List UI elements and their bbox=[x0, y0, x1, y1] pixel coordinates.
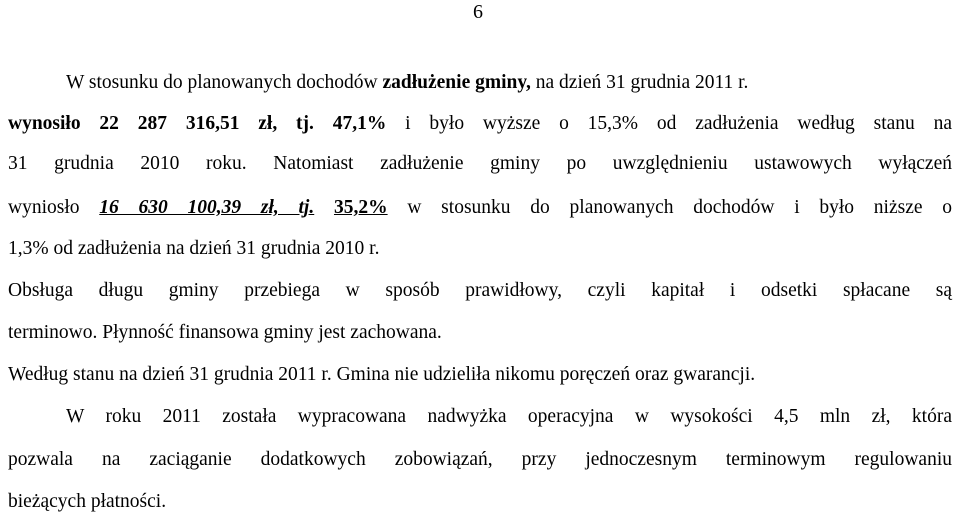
paragraph-line-11 bbox=[8, 489, 166, 515]
text-run: na dzień 31 grudnia 2011 r. bbox=[530, 72, 749, 93]
paragraph-line-4 bbox=[8, 195, 952, 221]
text-run: w stosunku do planowanych dochodów i było niższe o bbox=[387, 197, 953, 218]
text-run: i było wyższe o 15,3% od zadłużenia według stanu na bbox=[386, 113, 952, 134]
paragraph-line-8 bbox=[8, 362, 755, 388]
text-run: 31 grudnia 2010 roku. Natomiast zadłużenie gminy po uwzględnieniu ustawowych wyłączeń bbox=[8, 153, 952, 174]
paragraph-line-7 bbox=[8, 320, 442, 346]
text-run: bieżących płatności. bbox=[8, 491, 167, 512]
text-run: Według stanu na dzień 31 grudnia 2011 r. Gmina nie udzieliła nikomu poręczeń oraz gwarancji. bbox=[8, 364, 756, 385]
bold-debt-phrase: zadłużenie gminy, bbox=[382, 72, 531, 93]
text-run: W roku 2011 została wypracowana nadwyżka operacyjna w wysokości 4,5 mln zł, która bbox=[66, 406, 952, 427]
paragraph-line-9 bbox=[66, 404, 952, 430]
bold-debt-percent: 47,1% bbox=[313, 113, 387, 134]
paragraph-line-3 bbox=[8, 151, 952, 177]
paragraph-line-1 bbox=[66, 70, 748, 96]
page-number: 6 bbox=[473, 1, 483, 23]
text-run: terminowo. Płynność finansowa gminy jest zachowana. bbox=[8, 322, 442, 343]
text-run: 1,3% od zadłużenia na dzień 31 grudnia 2010 r. bbox=[8, 238, 380, 259]
text-run: pozwala na zaciąganie dodatkowych zobowiązań, przy jednoczesnym terminowym regulowaniu bbox=[8, 449, 952, 470]
bold-debt-amount: wynosiło 22 287 316,51 zł, tj. bbox=[8, 113, 314, 134]
paragraph-line-10 bbox=[8, 447, 952, 473]
text-run: wyniosło bbox=[8, 197, 100, 218]
text-run: Obsługa długu gminy przebiega w sposób prawidłowy, czyli kapitał i odsetki spłacane są bbox=[8, 280, 952, 301]
paragraph-line-2 bbox=[8, 111, 952, 137]
underlined-reduced-debt: 16 630 100,39 zł, tj. bbox=[99, 197, 315, 218]
paragraph-line-6 bbox=[8, 278, 952, 304]
text-run: W stosunku do planowanych dochodów bbox=[66, 72, 383, 93]
underlined-reduced-percent: 35,2% bbox=[333, 197, 388, 218]
paragraph-line-5 bbox=[8, 236, 379, 262]
